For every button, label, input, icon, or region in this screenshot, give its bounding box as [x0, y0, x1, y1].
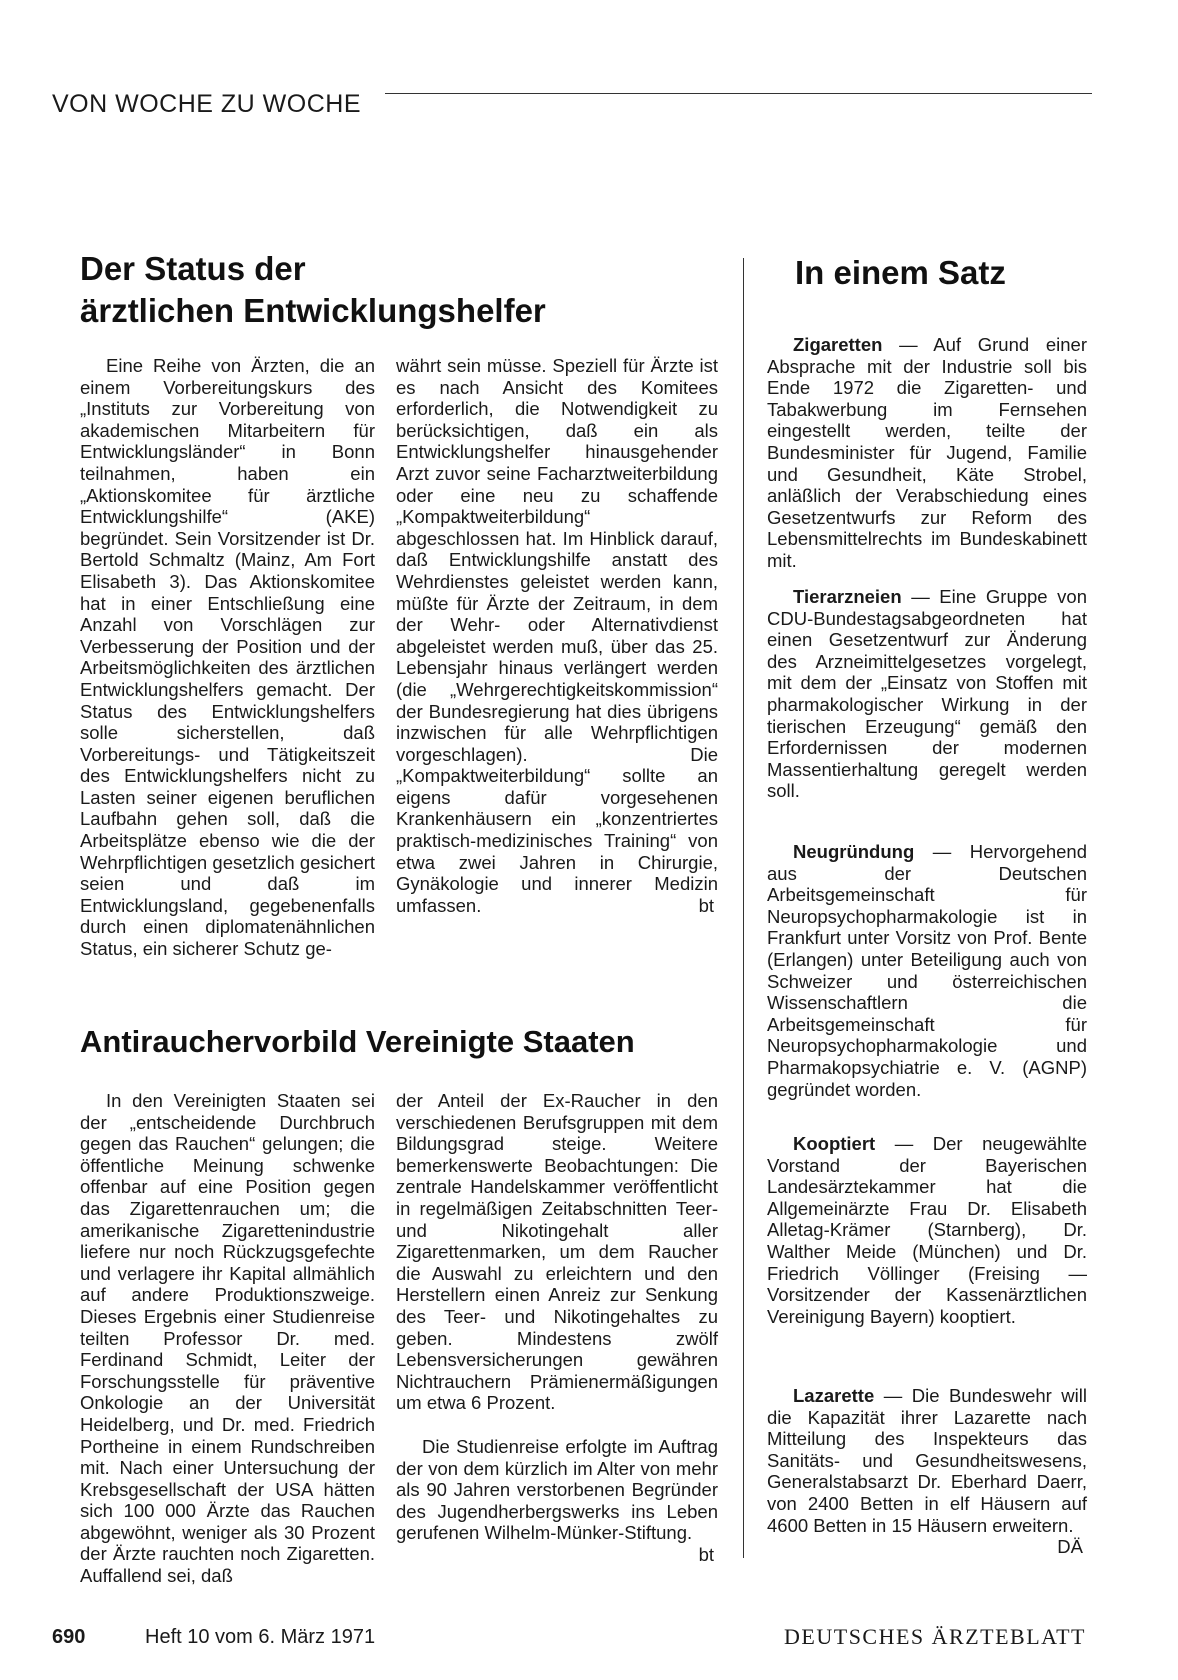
- news-item-keyword: Kooptiert: [793, 1133, 876, 1154]
- news-item-text: [767, 1385, 1087, 1558]
- news-item-keyword: Zigaretten: [793, 334, 883, 355]
- news-item-text: [767, 334, 1087, 572]
- news-item-tierarzneien: [767, 586, 1087, 802]
- article-anti-column-2: [396, 1090, 718, 1565]
- article-paragraph: der Anteil der Ex-Raucher in den verschiedenen Berufsgruppen mit dem Bildungsgrad steige. Weitere bemerkenswerte Beobachtungen: Die zentrale Handelskammer veröffentlicht in regelmäßigen Zeitabschnitten Teer- und Nikotingehalt aller Zigarettenmarken, um dem Raucher die Auswahl zu erleichtern und den Herstellern einen Anreiz zur Senkung des Teer- und Nikotingehaltes zu geben. Mindestens zwölf Lebensversicherungen gewähren Nichtrauchern Prämienermäßigungen um etwa 6 Prozent.: [396, 1090, 718, 1414]
- news-item-zigaretten: [767, 334, 1087, 572]
- news-item-body: — Eine Gruppe von CDU-Bundestagsabgeordneten hat einen Gesetzentwurf zur Änderung des Arzneimittelgesetzes vorgelegt, mit dem der „Einsatz von Stoffen mit pharmakologischer Wirkung in der tierischen Erzeugung“ gemäß den Erfordernissen der modernen Massentierhaltung geregelt werden soll.: [767, 586, 1087, 802]
- article-title-line-2: ärztlichen Entwicklungshelfer: [80, 292, 546, 329]
- article-title-status: [80, 248, 700, 332]
- article-paragraph: [396, 355, 718, 916]
- news-item-text: [767, 1133, 1087, 1327]
- article-paragraph: Eine Reihe von Ärzten, die an einem Vorbereitungskurs des „Instituts zur Vorbereitung von akademischen Mitarbeitern für Entwicklungsländer“ in Bonn teilnahmen, haben ein „Aktionskomitee für ärztliche Entwicklungshilfe“ (AKE) begründet. Sein Vorsitzender ist Dr. Bertold Schmaltz (Mainz, Am Fort Elisabeth 3). Das Aktionskomitee hat in einer Entschließung eine Anzahl von Vorschlägen zur Verbesserung der Position und der Arbeitsmöglichkeiten des ärztlichen Entwicklungshelfers gemacht. Der Status des Entwicklungshelfers solle sicherstellen, daß Vorbereitungs- und Tätigkeitszeit des Entwicklungshelfers nicht zu Lasten seiner eigenen beruflichen Laufbahn gehen soll, daß die Arbeitsplätze ebenso wie die der Wehrpflichtigen gesetzlich gesichert seien und daß im Entwicklungsland, gegebenenfalls durch einen diplomatenähnlichen Status, ein sicherer Schutz ge-: [80, 355, 375, 960]
- news-item-neugruendung: [767, 841, 1087, 1100]
- news-item-keyword: Tierarzneien: [793, 586, 902, 607]
- article-anti-column-1: [80, 1090, 375, 1587]
- article-title-line-1: Der Status der: [80, 250, 306, 287]
- news-item-text: [767, 841, 1087, 1100]
- news-item-body: — Die Bundeswehr will die Kapazität ihrer Lazarette nach Mitteilung des Inspekteurs das Sanitäts- und Gesundheitswesens, Generalstabsarzt Dr. Eberhard Daerr, von 2400 Betten in elf Häusern auf 4600 Betten in 15 Häusern erweitern.: [767, 1385, 1087, 1536]
- news-item-body: — Der neugewählte Vorstand der Bayerischen Landesärztekammer hat die Allgemeinärzte Frau Dr. Elisabeth Alletag-Krämer (Starnberg), Dr. Walther Meide (München) und Dr. Friedrich Völlinger (Freising — Vorsitzender der Kassenärztlichen Vereinigung Bayern) kooptiert.: [767, 1133, 1087, 1327]
- page-number: 690: [52, 1626, 86, 1648]
- publication-name: DEUTSCHES ÄRZTEBLATT: [784, 1624, 1086, 1649]
- news-item-body: — Auf Grund einer Absprache mit der Industrie soll bis Ende 1972 die Zigaretten- und Tabakwerbung im Fernsehen eingestellt werden, teilte der Bundesminister für Jugend, Familie und Gesundheit, Käte Strobel, anläßlich der Verabschiedung eines Gesetzentwurfs zur Reform des Lebensmittelrechts im Bundeskabinett mit.: [767, 334, 1087, 571]
- section-label: VON WOCHE ZU WOCHE: [52, 90, 361, 118]
- news-item-lazarette: [767, 1385, 1087, 1558]
- article-paragraph-text: währt sein müsse. Speziell für Ärzte ist es nach Ansicht des Komitees erforderlich, die Notwendigkeit zu berücksichtigen, daß ein als Entwicklungshelfer hinausgehender Arzt zuvor seine Facharztweiterbildung oder eine neu zu schaffende „Kompaktweiterbildung“ abgeschlossen hat. Im Hinblick darauf, daß Entwicklungshilfe anstatt des Wehrdienstes geleistet werden kann, müßte für Ärzte der Zeitraum, in dem der Wehr- oder Alternativdienst abgeleistet werden muß, über das 25. Lebensjahr hinaus verlängert werden (die „Wehrgerechtigkeitskommission“ der Bundesregierung hat dies übrigens inzwischen für alle Wehrpflichtigen vorgeschlagen). Die „Kompaktweiterbildung“ sollte an eigens dafür vorgesehenen Krankenhäusern ein „konzentriertes praktisch-medizinisches Training“ von etwa zwei Jahren in Chirurgie, Gynäkologie und innerer Medizin umfassen.: [396, 355, 718, 916]
- article-paragraph: [396, 1435, 718, 1565]
- news-item-body: — Hervorgehend aus der Deutschen Arbeitsgemeinschaft für Neuropsychopharmakologie ist in Frankfurt unter Vorsitz von Prof. Bente (Erlangen) unter Beteiligung auch von Schweizer und österreichischen Wissenschaftlern die Arbeitsgemeinschaft für Neuropsychopharmakologie und Pharmakopsychiatrie e. V. (AGNP) gegründet worden.: [767, 841, 1087, 1100]
- issue-info: Heft 10 vom 6. März 1971: [145, 1626, 376, 1648]
- sidebar-title: In einem Satz: [795, 254, 1006, 291]
- author-signature: bt: [698, 894, 714, 916]
- news-item-kooptiert: [767, 1133, 1087, 1327]
- header-rule: [385, 93, 1092, 94]
- column-divider: [743, 258, 744, 1558]
- article-status-column-2: [396, 355, 718, 916]
- article-paragraph: In den Vereinigten Staaten sei der „entscheidende Durchbruch gegen das Rauchen“ gelungen; die öffentliche Meinung schwenke offenbar auf eine Position gegen das Zigarettenrauchen um; die amerikanische Zigarettenindustrie liefere nur noch Rückzugsgefechte und verlagere ihr Kapital allmählich auf andere Produktionszweige. Dieses Ergebnis einer Studienreise teilten Professor Dr. med. Ferdinand Schmidt, Leiter der Forschungsstelle für präventive Onkologie an der Universität Heidelberg, und Dr. med. Friedrich Portheine in einem Rundschreiben mit. Nach einer Untersuchung der Krebsgesellschaft der USA hätten sich 100 000 Ärzte das Rauchen abgewöhnt, weniger als 30 Prozent der Ärzte rauchten noch Zigaretten. Auffallend sei, daß: [80, 1090, 375, 1587]
- news-item-keyword: Lazarette: [793, 1385, 875, 1406]
- article-title-anti: Antirauchervorbild Vereinigte Staaten: [80, 1024, 635, 1059]
- article-paragraph-text: Die Studienreise erfolgte im Auftrag der von dem kürzlich im Alter von mehr als 90 Jahren verstorbenen Begründer des Jugendherbergswerks ins Leben gerufenen Wilhelm-Münker-Stiftung.: [396, 1435, 718, 1544]
- article-status-column-1: [80, 355, 375, 960]
- author-signature: DÄ: [1057, 1536, 1083, 1558]
- news-item-keyword: Neugründung: [793, 841, 915, 862]
- news-item-text: [767, 586, 1087, 802]
- author-signature: bt: [698, 1543, 714, 1565]
